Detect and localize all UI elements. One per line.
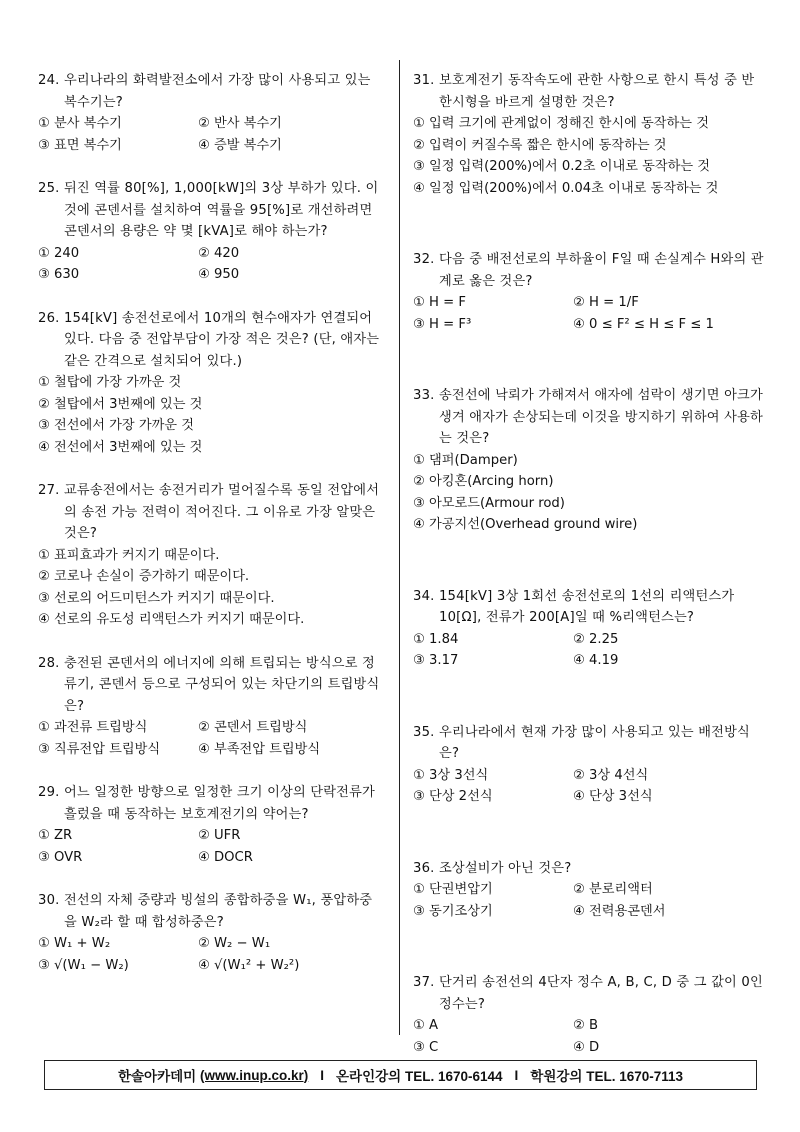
answer-options (413, 1015, 765, 1058)
answer-options (38, 825, 383, 868)
footer-separator: I (320, 1067, 325, 1083)
question-text: 33. 송전선에 낙뢰가 가해져서 애자에 섬락이 생기면 아크가 생겨 애자가 손상되는데 이것을 방지하기 위하여 사용하는 것은? (413, 388, 763, 446)
answer-options (38, 113, 383, 156)
question-q34 (413, 586, 765, 672)
footer-online-tel: 온라인강의 TEL. 1670-6144 (336, 1069, 503, 1084)
answer-option[interactable]: ③ 단상 2선식 (413, 789, 493, 804)
answer-options (413, 113, 765, 199)
answer-option[interactable]: ② 콘덴서 트립방식 (198, 720, 308, 735)
answer-option[interactable]: ② 철탑에서 3번째에 있는 것 (38, 396, 203, 412)
answer-option[interactable]: ③ 전선에서 가장 가까운 것 (38, 418, 194, 433)
question-q30 (38, 890, 383, 976)
question-q33 (413, 385, 765, 536)
answer-option[interactable]: ③ 일정 입력(200%)에서 0.2초 이내로 동작하는 것 (413, 159, 711, 174)
answer-option[interactable]: ① 분사 복수기 (38, 116, 122, 131)
answer-option[interactable]: ② UFR (198, 828, 241, 843)
answer-option[interactable]: ④ 전선에서 3번째에 있는 것 (38, 439, 203, 455)
answer-option[interactable]: ④ DOCR (198, 849, 253, 865)
footer-url[interactable]: (www.inup.co.kr) (199, 1067, 309, 1083)
question-q26 (38, 308, 383, 459)
footer-company: 한솔아카데미 (117, 1069, 197, 1084)
answer-option[interactable]: ① A (413, 1018, 439, 1033)
question-q24 (38, 70, 383, 156)
answer-option[interactable]: ④ 950 (198, 267, 240, 282)
answer-option[interactable]: ④ 4.19 (573, 653, 619, 668)
answer-option[interactable]: ② 입력이 커질수록 짧은 한시에 동작하는 것 (413, 137, 667, 153)
answer-option[interactable]: ① W₁ + W₂ (38, 936, 111, 951)
answer-options (38, 243, 383, 286)
question-text: 28. 충전된 콘덴서의 에너지에 의해 트립되는 방식으로 정류기, 콘덴서 등으로 구성되어 있는 차단기의 트립방식은? (38, 655, 380, 714)
answer-option[interactable]: ④ 일정 입력(200%)에서 0.04초 이내로 동작하는 것 (413, 180, 719, 196)
answer-option[interactable]: ① 단권변압기 (413, 882, 493, 897)
question-text: 32. 다음 중 배전선로의 부하율이 F일 때 손실계수 H와의 관계로 옳은 것은? (413, 252, 764, 289)
question-text: 37. 단거리 송전선의 4단자 정수 A, B, C, D 중 그 값이 0인 정수는? (413, 975, 763, 1012)
question-q27 (38, 480, 383, 631)
question-q28 (38, 653, 383, 761)
answer-option[interactable]: ① ZR (38, 828, 73, 843)
answer-option[interactable]: ④ 가공지선(Overhead ground wire) (413, 517, 638, 532)
question-text: 35. 우리나라에서 현재 가장 많이 사용되고 있는 배전방식은? (413, 724, 750, 761)
answer-option[interactable]: ④ 0 ≤ F² ≤ H ≤ F ≤ 1 (573, 316, 714, 332)
answer-option[interactable]: ③ H = F³ (413, 316, 472, 332)
question-text: 30. 전선의 자체 중량과 빙설의 종합하중을 W₁, 풍압하중을 W₂라 할 때 합성하중은? (38, 893, 373, 930)
answer-option[interactable]: ② W₂ − W₁ (198, 936, 271, 951)
answer-option[interactable]: ④ D (573, 1039, 600, 1055)
answer-option[interactable]: ② 420 (198, 245, 240, 261)
question-text: 34. 154[kV] 3상 1회선 송전선로의 1선의 리액턴스가 10[Ω], 전류가 200[A]일 때 %리액턴스는? (413, 588, 735, 625)
answer-option[interactable]: ② 반사 복수기 (198, 116, 282, 131)
question-text: 31. 보호계전기 동작속도에 관한 사항으로 한시 특성 중 반한시형을 바르게 설명한 것은? (413, 73, 755, 110)
answer-option[interactable]: ② B (573, 1018, 599, 1033)
answer-option[interactable]: ① 과전류 트립방식 (38, 720, 148, 735)
question-q25 (38, 178, 383, 286)
answer-option[interactable]: ① 댐퍼(Damper) (413, 452, 518, 468)
answer-option[interactable]: ③ 직류전압 트립방식 (38, 741, 161, 757)
footer-academy-tel: 학원강의 TEL. 1670-7113 (530, 1069, 684, 1084)
question-text: 26. 154[kV] 송전선로에서 10개의 현수애자가 연결되어 있다. 다음 중 전압부담이 가장 적은 것은? (단, 애자는 같은 간격으로 설치되어 있다.) (38, 310, 380, 369)
answer-option[interactable]: ② H = 1/F (573, 295, 639, 310)
left-column (38, 70, 383, 976)
answer-option[interactable]: ① 240 (38, 245, 80, 261)
right-column (413, 70, 765, 1058)
question-q37 (413, 972, 765, 1058)
answer-options (38, 717, 383, 760)
question-q31 (413, 70, 765, 199)
question-text: 29. 어느 일정한 방향으로 일정한 크기 이상의 단락전류가 흘렀을 때 동작하는 보호계전기의 약어는? (38, 785, 375, 822)
answer-options (413, 450, 765, 536)
answer-option[interactable]: ① H = F (413, 295, 466, 310)
answer-option[interactable]: ② 분로리액터 (573, 882, 653, 897)
question-q36 (413, 858, 765, 923)
answer-options (413, 765, 765, 808)
answer-option[interactable]: ④ 부족전압 트립방식 (198, 741, 321, 757)
answer-option[interactable]: ② 코로나 손실이 증가하기 때문이다. (38, 569, 250, 584)
column-divider (399, 60, 400, 1035)
answer-option[interactable]: ④ 전력용콘덴서 (573, 903, 666, 919)
answer-option[interactable]: ① 3상 3선식 (413, 767, 489, 783)
question-text: 24. 우리나라의 화력발전소에서 가장 많이 사용되고 있는 복수기는? (38, 73, 371, 110)
answer-option[interactable]: ① 1.84 (413, 631, 459, 647)
answer-options (38, 545, 383, 631)
answer-option[interactable]: ③ C (413, 1039, 439, 1055)
answer-option[interactable]: ④ 증발 복수기 (198, 137, 282, 153)
answer-option[interactable]: ② 3상 4선식 (573, 767, 649, 783)
answer-option[interactable]: ③ √(W₁ − W₂) (38, 957, 129, 973)
answer-option[interactable]: ③ 동기조상기 (413, 903, 493, 919)
answer-option[interactable]: ③ 아모로드(Armour rod) (413, 495, 565, 511)
answer-options (38, 933, 383, 976)
answer-option[interactable]: ① 입력 크기에 관계없이 정해진 한시에 동작하는 것 (413, 116, 709, 131)
answer-option[interactable]: ③ 표면 복수기 (38, 137, 122, 153)
question-text: 36. 조상설비가 아닌 것은? (413, 860, 572, 876)
answer-options (413, 879, 765, 922)
answer-option[interactable]: ③ 3.17 (413, 653, 459, 668)
answer-options (38, 372, 383, 458)
answer-option[interactable]: ③ 630 (38, 267, 80, 282)
question-q29 (38, 782, 383, 868)
answer-option[interactable]: ② 2.25 (573, 631, 619, 647)
answer-option[interactable]: ② 아킹혼(Arcing horn) (413, 474, 554, 489)
answer-option[interactable]: ④ 단상 3선식 (573, 789, 653, 804)
question-q32 (413, 249, 765, 335)
answer-option[interactable]: ③ OVR (38, 849, 83, 865)
footer-separator: I (514, 1067, 519, 1083)
answer-options (413, 292, 765, 335)
answer-option[interactable]: ④ √(W₁² + W₂²) (198, 957, 300, 973)
question-q35 (413, 722, 765, 808)
answer-option[interactable]: ④ 선로의 유도성 리액턴스가 커지기 때문이다. (38, 612, 305, 627)
question-text: 27. 교류송전에서는 송전거리가 멀어질수록 동일 전압에서의 송전 가능 전력이 적어진다. 그 이유로 가장 알맞은 것은? (38, 483, 380, 541)
answer-option[interactable]: ③ 선로의 어드미턴스가 커지기 때문이다. (38, 590, 275, 606)
answer-option[interactable]: ① 표피효과가 커지기 때문이다. (38, 547, 220, 563)
question-text: 25. 뒤진 역률 80[%], 1,000[kW]의 3상 부하가 있다. 이 것에 콘덴서를 설치하여 역률을 95[%]로 개선하려면 콘덴서의 용량은 약 몇 [kVA]로 해야 하는가? (38, 181, 379, 239)
answer-option[interactable]: ① 철탑에 가장 가까운 것 (38, 375, 182, 390)
footer-bar (44, 1060, 757, 1090)
answer-options (413, 629, 765, 672)
